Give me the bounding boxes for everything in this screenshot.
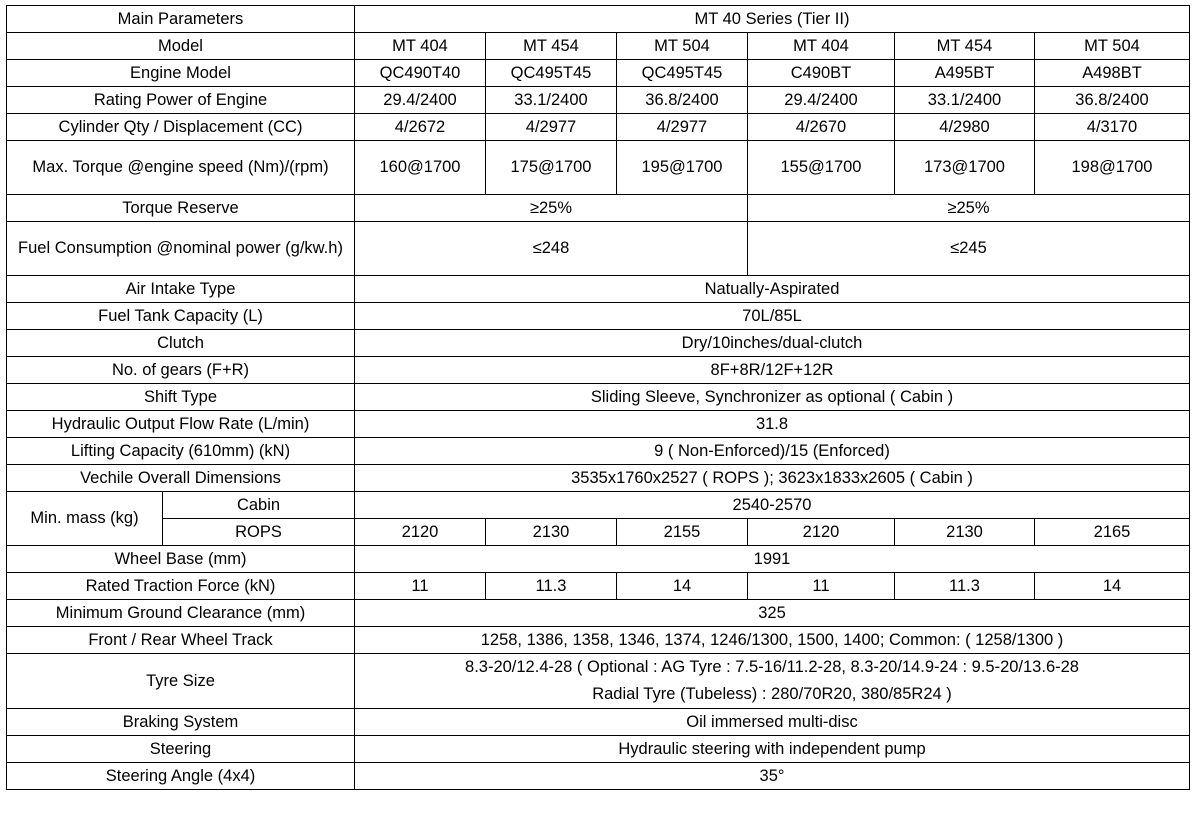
cell: 33.1/2400	[895, 87, 1035, 114]
row-ground-clearance	[7, 600, 1190, 627]
row-gears	[7, 357, 1190, 384]
cell: Hydraulic steering with independent pump	[355, 736, 1190, 763]
row-traction-force	[7, 573, 1190, 600]
row-label: Minimum Ground Clearance (mm)	[7, 600, 355, 627]
cell: Natually-Aspirated	[355, 276, 1190, 303]
cell: 29.4/2400	[355, 87, 486, 114]
cell: MT 504	[1035, 33, 1190, 60]
cell: 173@1700	[895, 141, 1035, 195]
row-label: Clutch	[7, 330, 355, 357]
cell: 4/2670	[748, 114, 895, 141]
cell: 14	[617, 573, 748, 600]
cell: 9 ( Non-Enforced)/15 (Enforced)	[355, 438, 1190, 465]
row-label: Wheel Base (mm)	[7, 546, 355, 573]
cell: 2540-2570	[355, 492, 1190, 519]
series-title: MT 40 Series (Tier II)	[355, 6, 1190, 33]
cell: 325	[355, 600, 1190, 627]
row-braking	[7, 709, 1190, 736]
cell: ≥25%	[748, 195, 1190, 222]
row-label: Min. mass (kg)	[7, 492, 163, 546]
row-label: Torque Reserve	[7, 195, 355, 222]
row-min-mass-cabin	[7, 492, 1190, 519]
row-label: Fuel Tank Capacity (L)	[7, 303, 355, 330]
cell: 2120	[355, 519, 486, 546]
cell: 2130	[486, 519, 617, 546]
row-wheel-track	[7, 627, 1190, 654]
row-lifting-capacity	[7, 438, 1190, 465]
tyre-size-line1: 8.3-20/12.4-28 ( Optional : AG Tyre : 7.5-16/11.2-28, 8.3-20/14.9-24 : 9.5-20/13.6-28	[465, 658, 1079, 676]
tyre-size-line2: Radial Tyre (Tubeless) : 280/70R20, 380/85R24 )	[592, 685, 952, 703]
row-label: Rated Traction Force (kN)	[7, 573, 355, 600]
cell: A495BT	[895, 60, 1035, 87]
cell: 2155	[617, 519, 748, 546]
row-label: Cylinder Qty / Displacement (CC)	[7, 114, 355, 141]
cell: A498BT	[1035, 60, 1190, 87]
cell: 2130	[895, 519, 1035, 546]
cell: 155@1700	[748, 141, 895, 195]
row-label: Fuel Consumption @nominal power (g/kw.h)	[7, 222, 355, 276]
cell: 4/2977	[617, 114, 748, 141]
cell: 14	[1035, 573, 1190, 600]
row-label: Braking System	[7, 709, 355, 736]
spec-table-wrapper	[6, 5, 1190, 790]
row-steering-angle	[7, 763, 1190, 790]
row-label: Lifting Capacity (610mm) (kN)	[7, 438, 355, 465]
sub-label: Cabin	[163, 492, 355, 519]
cell: 2120	[748, 519, 895, 546]
cell: 160@1700	[355, 141, 486, 195]
cell: 8F+8R/12F+12R	[355, 357, 1190, 384]
cell: 11.3	[895, 573, 1035, 600]
row-label: Hydraulic Output Flow Rate (L/min)	[7, 411, 355, 438]
row-wheel-base	[7, 546, 1190, 573]
cell: 175@1700	[486, 141, 617, 195]
spec-table	[6, 5, 1190, 790]
cell: 11.3	[486, 573, 617, 600]
row-fuel-tank	[7, 303, 1190, 330]
cell: MT 404	[748, 33, 895, 60]
cell: 4/3170	[1035, 114, 1190, 141]
cell: 3535x1760x2527 ( ROPS ); 3623x1833x2605 ( Cabin )	[355, 465, 1190, 492]
cell: Dry/10inches/dual-clutch	[355, 330, 1190, 357]
cell: 11	[355, 573, 486, 600]
row-hydraulic-flow	[7, 411, 1190, 438]
row-model	[7, 33, 1190, 60]
cell: MT 454	[895, 33, 1035, 60]
cell: 198@1700	[1035, 141, 1190, 195]
row-label: Steering	[7, 736, 355, 763]
cell: 195@1700	[617, 141, 748, 195]
row-label: Rating Power of Engine	[7, 87, 355, 114]
cell: 4/2977	[486, 114, 617, 141]
cell: 11	[748, 573, 895, 600]
row-label: Steering Angle (4x4)	[7, 763, 355, 790]
row-clutch	[7, 330, 1190, 357]
cell: 33.1/2400	[486, 87, 617, 114]
row-rating-power	[7, 87, 1190, 114]
cell: MT 404	[355, 33, 486, 60]
cell-tyre-size	[355, 654, 1190, 709]
row-label: Engine Model	[7, 60, 355, 87]
cell: 36.8/2400	[1035, 87, 1190, 114]
row-tyre-size	[7, 654, 1190, 709]
cell: 70L/85L	[355, 303, 1190, 330]
row-label: Tyre Size	[7, 654, 355, 709]
cell: 1258, 1386, 1358, 1346, 1374, 1246/1300, 1500, 1400; Common: ( 1258/1300 )	[355, 627, 1190, 654]
header-label: Main Parameters	[7, 6, 355, 33]
cell: ≥25%	[355, 195, 748, 222]
sub-label: ROPS	[163, 519, 355, 546]
row-label: Vechile Overall Dimensions	[7, 465, 355, 492]
cell: C490BT	[748, 60, 895, 87]
row-cylinder	[7, 114, 1190, 141]
cell: 35°	[355, 763, 1190, 790]
cell: ≤248	[355, 222, 748, 276]
cell: 31.8	[355, 411, 1190, 438]
cell: QC495T45	[617, 60, 748, 87]
cell: 36.8/2400	[617, 87, 748, 114]
cell: MT 454	[486, 33, 617, 60]
row-label: Air Intake Type	[7, 276, 355, 303]
row-shift-type	[7, 384, 1190, 411]
row-max-torque	[7, 141, 1190, 195]
cell: 2165	[1035, 519, 1190, 546]
row-air-intake	[7, 276, 1190, 303]
row-torque-reserve	[7, 195, 1190, 222]
cell: Oil immersed multi-disc	[355, 709, 1190, 736]
cell: 4/2980	[895, 114, 1035, 141]
row-label: Front / Rear Wheel Track	[7, 627, 355, 654]
row-fuel-consumption	[7, 222, 1190, 276]
cell: QC495T45	[486, 60, 617, 87]
cell: 1991	[355, 546, 1190, 573]
cell: MT 504	[617, 33, 748, 60]
row-label: Model	[7, 33, 355, 60]
row-label: Shift Type	[7, 384, 355, 411]
row-min-mass-rops	[7, 519, 1190, 546]
cell: 4/2672	[355, 114, 486, 141]
cell: ≤245	[748, 222, 1190, 276]
cell: 29.4/2400	[748, 87, 895, 114]
header-row	[7, 6, 1190, 33]
row-steering	[7, 736, 1190, 763]
row-dimensions	[7, 465, 1190, 492]
row-engine-model	[7, 60, 1190, 87]
cell: QC490T40	[355, 60, 486, 87]
cell: Sliding Sleeve, Synchronizer as optional ( Cabin )	[355, 384, 1190, 411]
row-label: No. of gears (F+R)	[7, 357, 355, 384]
row-label: Max. Torque @engine speed (Nm)/(rpm)	[7, 141, 355, 195]
